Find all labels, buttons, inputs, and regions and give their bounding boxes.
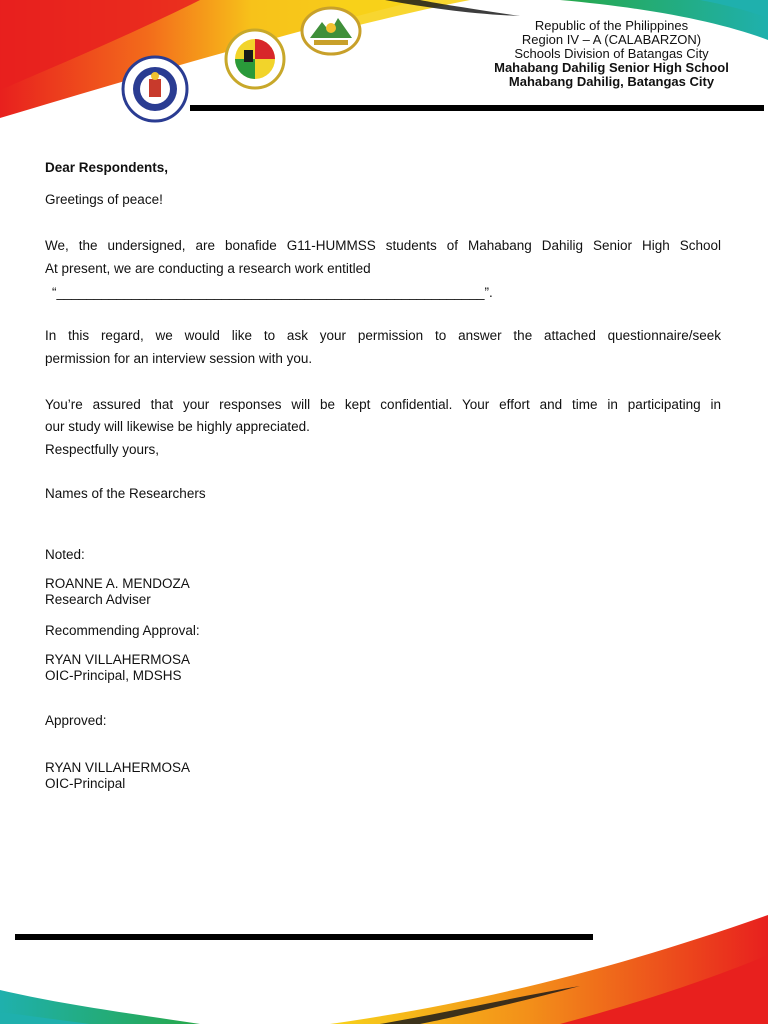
approved-title: OIC-Principal	[45, 776, 126, 791]
header-school-name: Mahabang Dahilig Senior High School	[494, 60, 729, 75]
approved-name: RYAN VILLAHERMOSA	[45, 760, 191, 775]
header-school-address: Mahabang Dahilig, Batangas City	[508, 74, 715, 89]
recommending-title: OIC-Principal, MDSHS	[45, 668, 182, 683]
paragraph-3-line-1: You’re assured that your responses will be kept confidential. Your effort and time in participating in	[45, 397, 721, 412]
research-title-blank: “_________________________________________________________”.	[52, 285, 493, 300]
paragraph-1-line-1: We, the undersigned, are bonafide G11-HUMMSS students of Mahabang Dahilig Senior High School	[45, 238, 721, 253]
header-region: Region IV – A (CALABARZON)	[521, 32, 702, 47]
paragraph-1-line-2: At present, we are conducting a research work entitled	[45, 261, 371, 276]
paragraph-3-line-2: our study will likewise be highly appreciated.	[45, 419, 310, 434]
header-division: Schools Division of Batangas City	[514, 46, 709, 61]
adviser-name: ROANNE A. MENDOZA	[45, 576, 190, 591]
recommending-name: RYAN VILLAHERMOSA	[45, 652, 191, 667]
header-republic: Republic of the Philippines	[534, 18, 689, 33]
approved-label: Approved:	[45, 713, 107, 728]
greeting: Greetings of peace!	[45, 192, 163, 207]
salutation: Dear Respondents,	[45, 160, 169, 175]
recommending-label: Recommending Approval:	[45, 623, 200, 638]
researchers-names: Names of the Researchers	[45, 486, 206, 501]
closing: Respectfully yours,	[45, 442, 160, 457]
adviser-title: Research Adviser	[45, 592, 151, 607]
paragraph-2-line-2: permission for an interview session with you.	[45, 351, 313, 366]
noted-label: Noted:	[45, 547, 85, 562]
paragraph-2-line-1: In this regard, we would like to ask your permission to answer the attached questionnaire/seek	[45, 328, 721, 343]
